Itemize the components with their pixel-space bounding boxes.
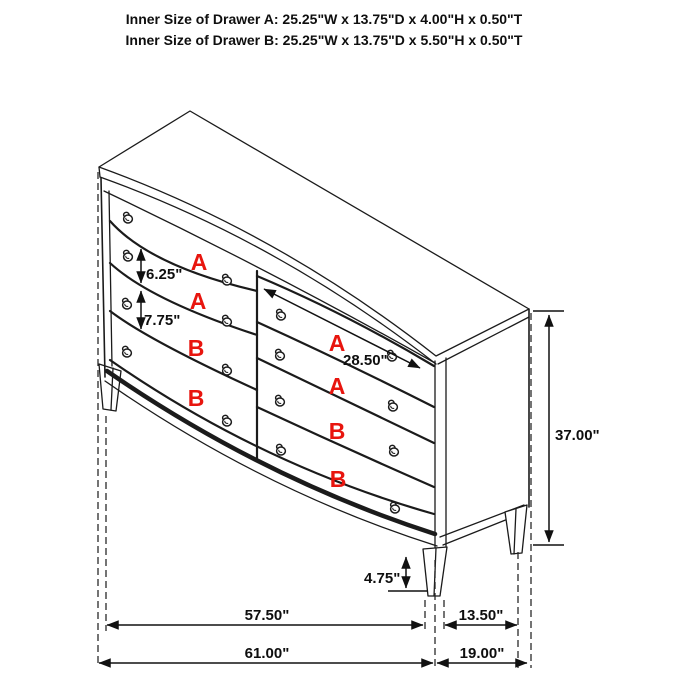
overall-height-value: 37.00" bbox=[555, 427, 600, 444]
drawer-a-height-value: 6.25" bbox=[146, 266, 183, 283]
overall-width-value: 61.00" bbox=[244, 645, 290, 662]
dimension-overall-depth bbox=[437, 645, 527, 663]
drawer-span-value: 28.50" bbox=[343, 352, 388, 369]
knob bbox=[124, 250, 133, 261]
knob bbox=[276, 395, 285, 406]
knob bbox=[276, 349, 285, 360]
left-drawer-line-2 bbox=[110, 263, 257, 335]
dimension-drawer-a-height bbox=[141, 249, 182, 283]
knob bbox=[277, 309, 286, 320]
knob bbox=[223, 315, 232, 326]
left-stile-inner-edge bbox=[109, 191, 112, 366]
left-stile-outer-edge bbox=[101, 178, 105, 377]
drawer-b-height-value: 7.75" bbox=[144, 312, 181, 329]
dresser-illustration bbox=[99, 111, 529, 596]
top-slab-left-endcap bbox=[99, 167, 100, 177]
overall-depth-value: 19.00" bbox=[459, 645, 505, 662]
knob bbox=[223, 364, 232, 375]
right-drawer1-label: A bbox=[328, 330, 346, 356]
front-leg-span-value: 57.50" bbox=[244, 607, 290, 624]
dimension-overall-height bbox=[549, 315, 600, 542]
dimension-overall-width bbox=[99, 645, 433, 663]
left-drawer-line-3 bbox=[110, 311, 257, 390]
knob bbox=[390, 445, 399, 456]
knob bbox=[389, 400, 398, 411]
side-leg-span-value: 13.50" bbox=[458, 607, 504, 624]
right-drawer4-label: B bbox=[329, 466, 347, 492]
knob bbox=[277, 444, 286, 455]
knob bbox=[223, 415, 232, 426]
left-drawer4-label: B bbox=[187, 385, 205, 411]
inner-size-drawer-a-text: Inner Size of Drawer A: 25.25"W x 13.75"D x 4.00"H x 0.50"T bbox=[125, 11, 523, 27]
knob bbox=[124, 212, 133, 223]
knob bbox=[123, 346, 132, 357]
header bbox=[126, 11, 523, 48]
right-drawer2-label: A bbox=[328, 373, 346, 399]
dimension-front-leg-span bbox=[107, 607, 423, 625]
case-bottom-edge bbox=[105, 381, 437, 546]
dimension-side-leg-span bbox=[445, 607, 517, 625]
right-drawer3-label: B bbox=[328, 418, 346, 444]
left-drawer1-label: A bbox=[190, 249, 208, 275]
inner-size-drawer-b-text: Inner Size of Drawer B: 25.25"W x 13.75"D x 5.50"H x 0.50"T bbox=[125, 32, 523, 48]
knob bbox=[223, 274, 232, 285]
leg-height-value: 4.75" bbox=[364, 570, 401, 587]
left-drawer2-label: A bbox=[189, 288, 207, 314]
left-drawer3-label: B bbox=[187, 335, 205, 361]
knob bbox=[123, 298, 132, 309]
dimension-leg-height bbox=[364, 557, 406, 588]
